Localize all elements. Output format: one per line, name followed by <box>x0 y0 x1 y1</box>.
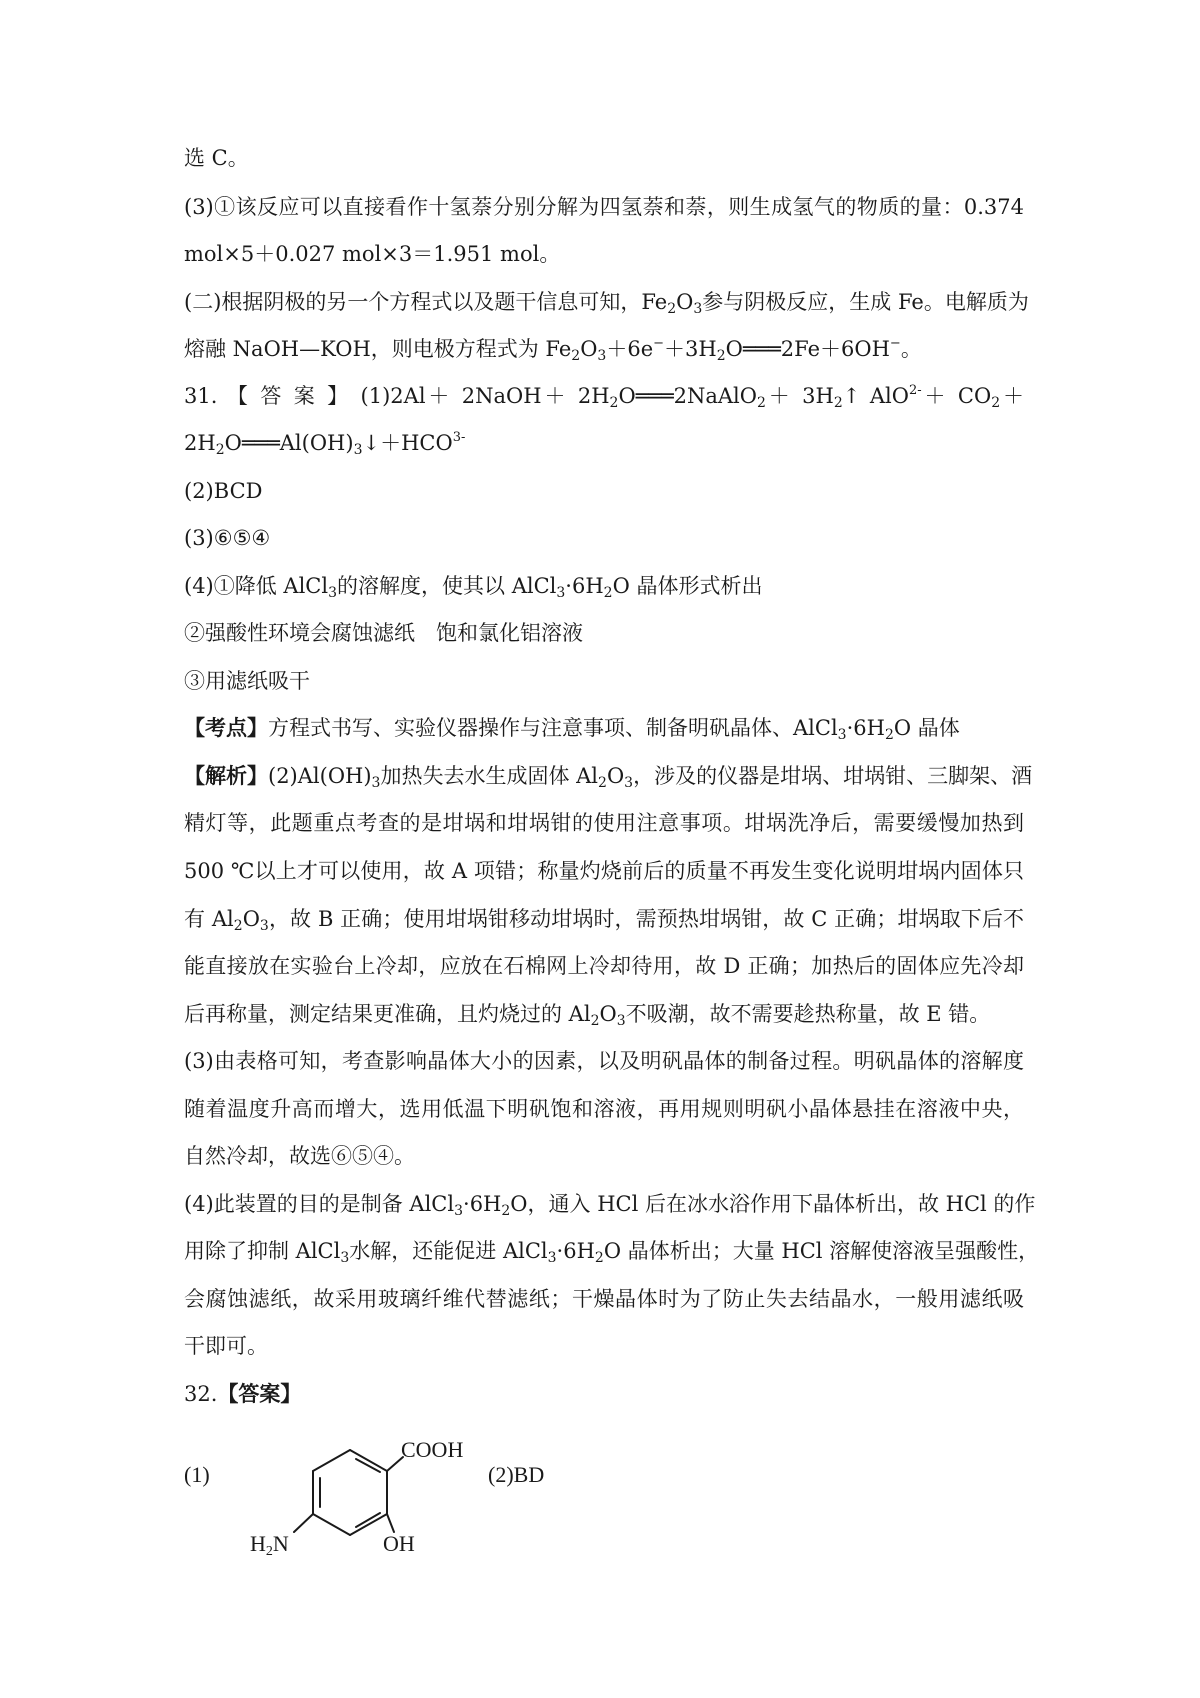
key-points-line: 【考点】方程式书写、实验仪器操作与注意事项、制备明矾晶体、$AlCl_3\cdot 6H_2O$ 晶体 <box>184 715 960 743</box>
hydroxyl-group-label: OH <box>383 1531 415 1556</box>
answer-31-line-2: $2H_2O═══Al(OH)_3↓+HCO^{3-}$ <box>184 430 466 458</box>
answer-31-part-2: (2)BCD <box>184 479 263 503</box>
analysis-line-12: 会腐蚀滤纸，故采用玻璃纤维代替滤纸；干燥晶体时为了防止失去结晶水，一般用滤纸吸 <box>184 1287 1024 1311</box>
text-line-5: 熔融 NaOH—KOH，则电极方程式为 $Fe_2O_3+6e^-+3H_2O═══2Fe+6OH^-$。 <box>184 336 922 364</box>
analysis-line-1: 【解析】$(2)Al(OH)_3$加热失去水生成固体 $Al_2O_3$，涉及的仪器是坩埚、坩埚钳、三脚架、酒 <box>184 763 1033 791</box>
analysis-line-3: 500 ℃以上才可以使用，故 A 项错；称量灼烧前后的质量不再发生变化说明坩埚内固体只 <box>184 859 1024 883</box>
analysis-line-4: 有 $Al_2O_3$，故 B 正确；使用坩埚钳移动坩埚时，需预热坩埚钳，故 C 正确；坩埚取下后不 <box>184 907 1024 934</box>
carboxyl-group-label: COOH <box>401 1437 464 1462</box>
analysis-line-6: 后再称量，测定结果更准确，且灼烧过的 $Al_2O_3$不吸潮，故不需要趁热称量，故 E 错。 <box>184 1002 991 1029</box>
analysis-line-2: 精灯等，此题重点考查的是坩埚和坩埚钳的使用注意事项。坩埚洗净后，需要缓慢加热到 <box>184 811 1024 835</box>
analysis-line-11: 用除了抑制 AlCl$_3$水解，还能促进 $AlCl_3\cdot 6H_2O$ 晶体析出；大量 HCl 溶解使溶液呈强酸性， <box>184 1239 1040 1266</box>
analysis-line-9: 自然冷却，故选⑥⑤④。 <box>184 1144 415 1168</box>
analysis-line-8: 随着温度升高而增大，选用低温下明矾饱和溶液，再用规则明矾小晶体悬挂在溶液中央， <box>184 1097 1024 1121</box>
analysis-line-10: (4)此装置的目的是制备 $AlCl_3\cdot 6H_2O$，通入 HCl 后在冰水浴作用下晶体析出，故 HCl 的作 <box>184 1192 1036 1219</box>
analysis-line-7: (3)由表格可知，考查影响晶体大小的因素，以及明矾晶体的制备过程。明矾晶体的溶解度 <box>184 1049 1024 1073</box>
amino-group-label: $H_2N$ <box>250 1531 289 1559</box>
text-line-4: (二)根据阴极的另一个方程式以及题干信息可知，$Fe_2O_3$参与阴极反应，生成 Fe。电解质为 <box>184 290 1029 317</box>
answer-31-part-4-3: ③用滤纸吸干 <box>184 669 310 693</box>
analysis-line-5: 能直接放在实验台上冷却，应放在石棉网上冷却待用，故 D 正确；加热后的固体应先冷却 <box>184 954 1024 978</box>
answer-32-heading: 32.【答案】 <box>184 1381 302 1406</box>
text-line-3: mol×5＋0.027 mol×3＝1.951 mol。 <box>184 242 561 266</box>
answer-31-part-4-2: ②强酸性环境会腐蚀滤纸 饱和氯化铝溶液 <box>184 621 583 645</box>
structure-label-2: (2)BD <box>488 1462 545 1487</box>
analysis-line-13: 干即可。 <box>184 1334 268 1358</box>
answer-31-part-4-1: (4)①降低 AlCl$_3$的溶解度，使其以 $AlCl_3\cdot 6H_2O$ 晶体形式析出 <box>184 574 763 601</box>
text-line-1: 选 C。 <box>184 146 249 170</box>
answer-31-part-3: (3)⑥⑤④ <box>184 526 271 550</box>
answer-31-line-1: 31. 【 答 案 】 (1)2Al＋ 2NaOH＋ $2H_2O═══2NaAlO_2+$ $3H_2↑$ $AlO^{2-}+ CO_2+$ <box>184 383 1025 411</box>
structure-label-1: (1) <box>184 1462 210 1487</box>
text-line-2: (3)①该反应可以直接看作十氢萘分别分解为四氢萘和萘，则生成氢气的物质的量：0.374 <box>184 195 1024 219</box>
